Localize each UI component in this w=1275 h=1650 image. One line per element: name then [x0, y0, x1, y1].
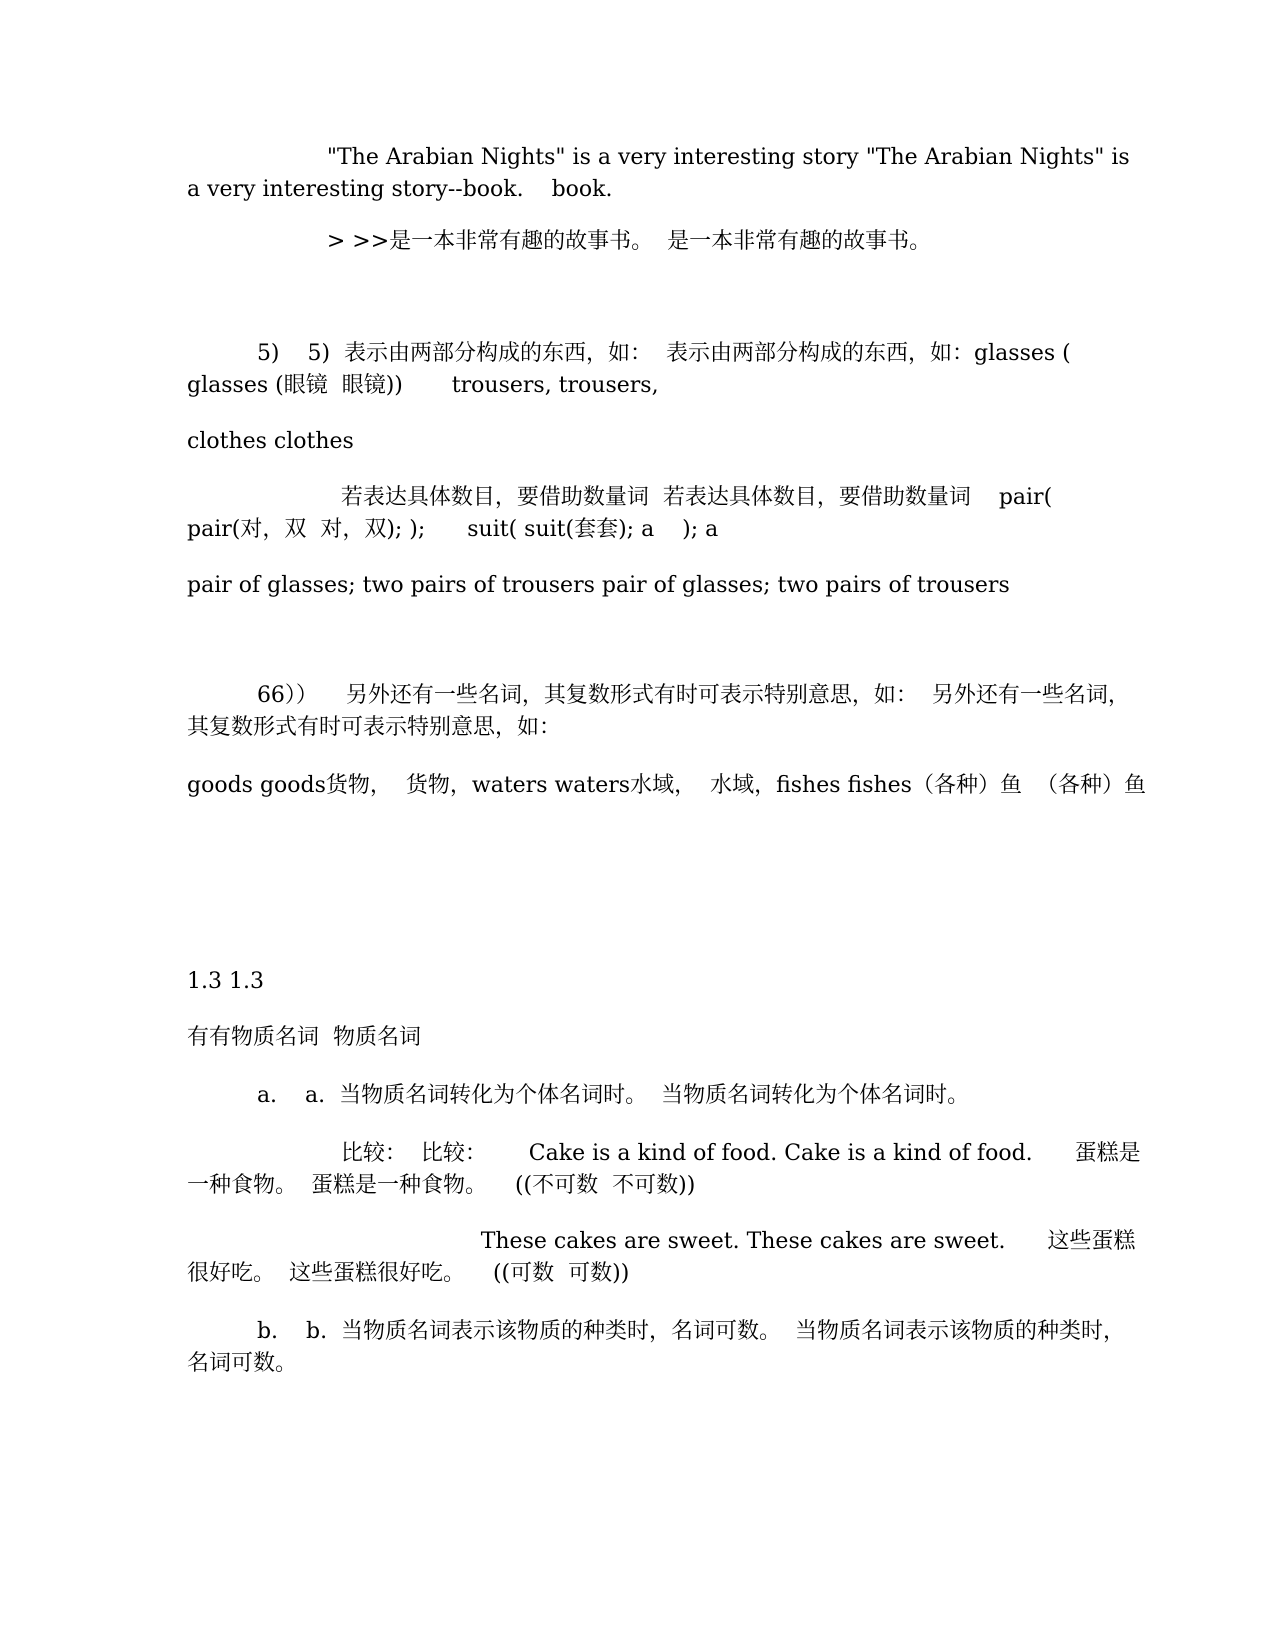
paragraph-pair-examples: pair of glasses; two pairs of trousers pair of glasses; two pairs of trousers: [187, 573, 1010, 598]
paragraph-clothes: clothes clothes: [187, 429, 354, 454]
paragraph-item-6: 66）） 另外还有一些名词，其复数形式有时可表示特别意思，如： 另外还有一些名词，其复数形式有时可表示特别意思，如：: [187, 683, 1130, 740]
paragraph-item-b: b. b. 当物质名词表示该物质的种类时，名词可数。 当物质名词表示该物质的种类时，名词可数。: [187, 1319, 1126, 1376]
section-number: 1.3 1.3: [187, 969, 264, 994]
paragraph-compare-cake: 比较： 比较： Cake is a kind of food. Cake is a kind of food. 蛋糕是一种食物。 蛋糕是一种食物。 ((不可数 不可数)): [187, 1141, 1141, 1198]
paragraph-item-5: 5) 5) 表示由两部分构成的东西，如： 表示由两部分构成的东西，如：glasses ( glasses (眼镜 眼镜)) trousers, trousers,: [187, 341, 1078, 398]
paragraph-quantifier-note: 若表达具体数目，要借助数量词 若表达具体数目，要借助数量词 pair( pair(对，双 对，双); ); suit( suit(套套); a ); a: [187, 485, 1060, 542]
paragraph-special-plurals: goods goods货物， 货物，waters waters水域， 水域，fishes fishes（各种）鱼 （各种）鱼: [187, 773, 1146, 798]
section-title: 有有物质名词 物质名词: [187, 1025, 421, 1050]
paragraph-arabian-nights-translation: > >>是一本非常有趣的故事书。 是一本非常有趣的故事书。: [187, 229, 932, 254]
paragraph-compare-cakes: These cakes are sweet. These cakes are sweet. 这些蛋糕很好吃。 这些蛋糕很好吃。 ((可数 可数)): [187, 1229, 1136, 1286]
paragraph-item-a: a. a. 当物质名词转化为个体名词时。 当物质名词转化为个体名词时。: [187, 1083, 970, 1108]
paragraph-arabian-nights: "The Arabian Nights" is a very interesting story "The Arabian Nights" is a very interesting story--book. book.: [187, 145, 1137, 202]
